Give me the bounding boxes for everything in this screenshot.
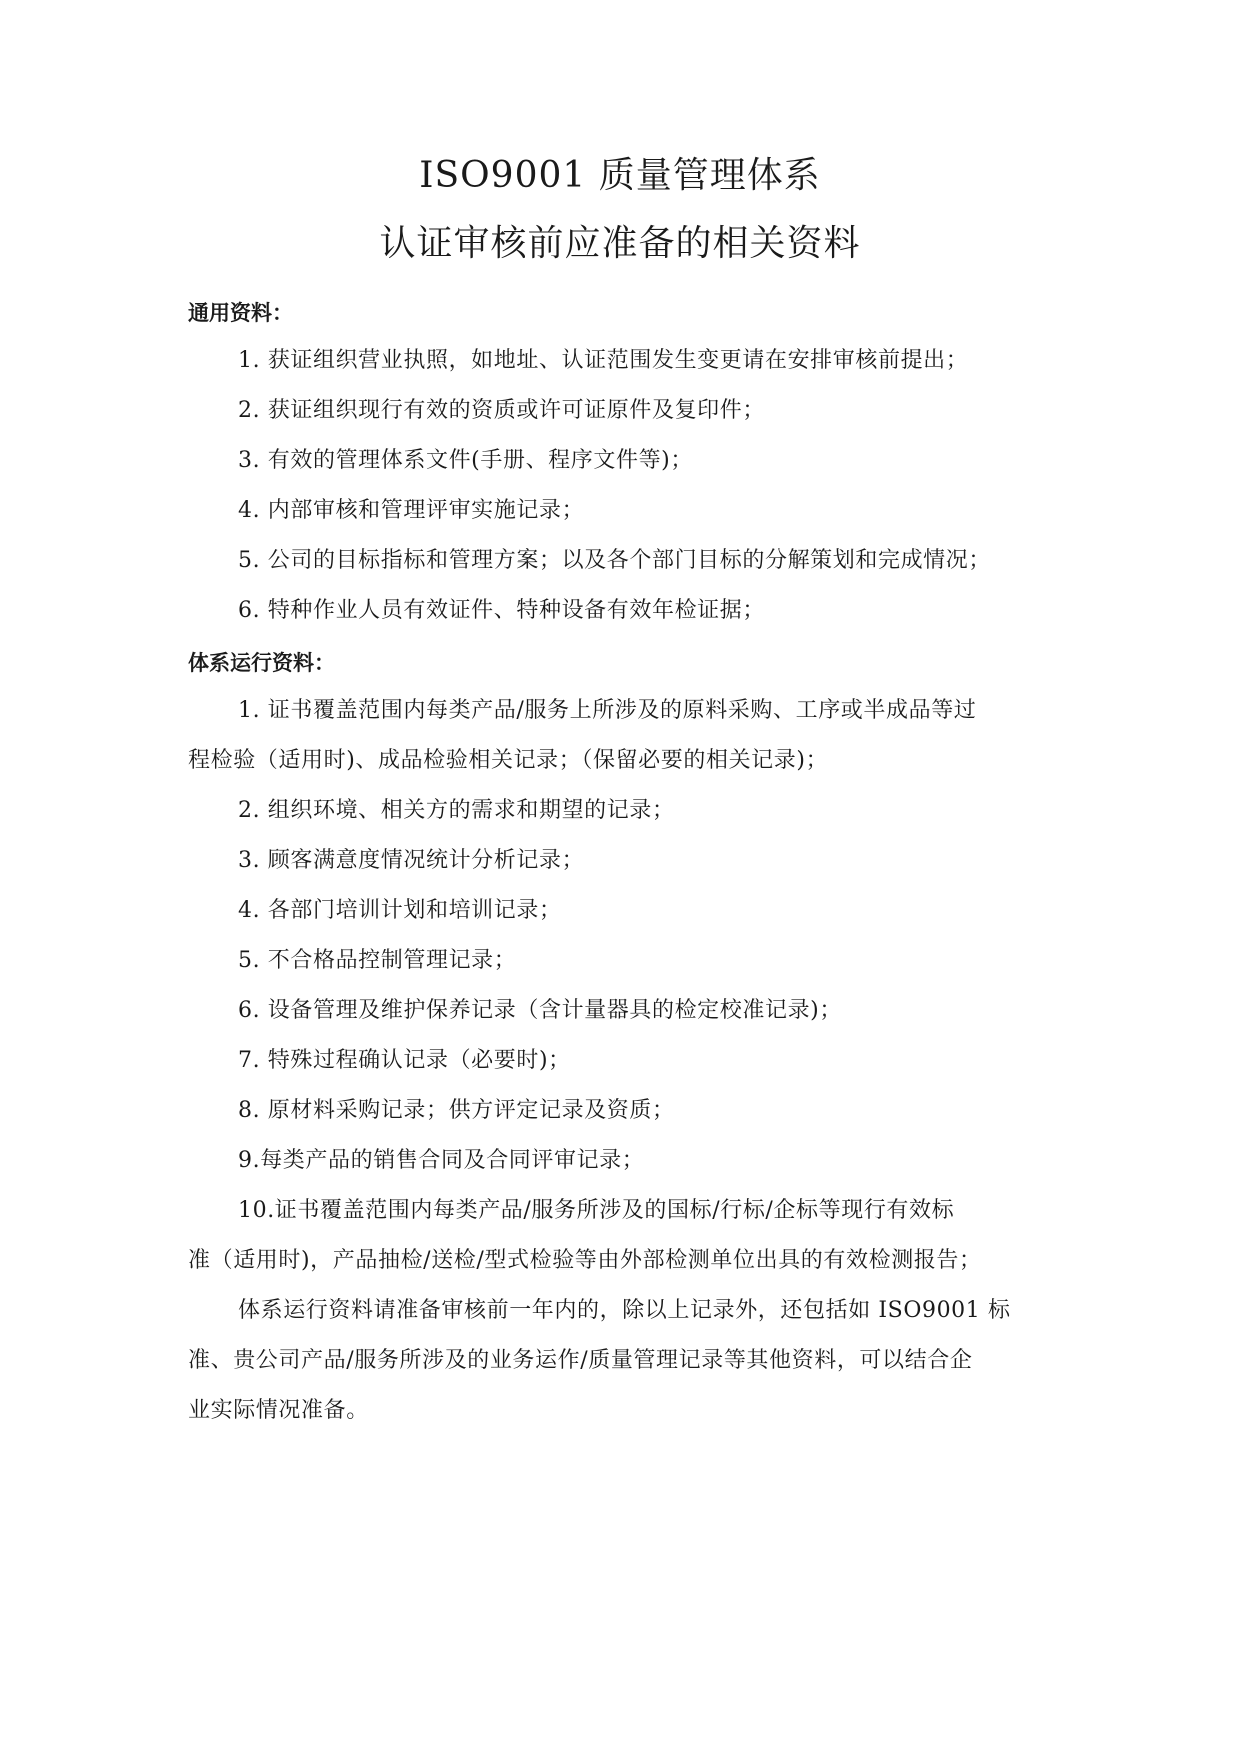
operation-item-9: 9.每类产品的销售合同及合同评审记录； (238, 1148, 645, 1173)
document-title-line2: 认证审核前应准备的相关资料 (379, 223, 861, 264)
operation-item-4: 4. 各部门培训计划和培训记录； (238, 898, 562, 923)
operation-item-1-line2: 程检验（适用时)、成品检验相关记录；（保留必要的相关记录)； (188, 748, 829, 773)
operation-item-10-line1: 10.证书覆盖范围内每类产品/服务所涉及的国标/行标/企标等现行有效标 (238, 1198, 955, 1223)
closing-paragraph-line1: 体系运行资料请准备审核前一年内的，除以上记录外，还包括如 ISO9001 标 (238, 1298, 1011, 1323)
operation-item-5: 5. 不合格品控制管理记录； (238, 948, 517, 973)
general-item-2: 2. 获证组织现行有效的资质或许可证原件及复印件； (238, 398, 765, 423)
operation-item-8: 8. 原材料采购记录；供方评定记录及资质； (238, 1098, 675, 1123)
closing-paragraph-line2: 准、贵公司产品/服务所涉及的业务运作/质量管理记录等其他资料，可以结合企 (188, 1348, 973, 1373)
general-item-5: 5. 公司的目标指标和管理方案；以及各个部门目标的分解策划和完成情况； (238, 548, 991, 573)
document-title-line1: ISO9001 质量管理体系 (419, 155, 821, 196)
operation-item-2: 2. 组织环境、相关方的需求和期望的记录； (238, 798, 675, 823)
general-section-heading: 通用资料： (188, 301, 293, 325)
operation-item-3: 3. 顾客满意度情况统计分析记录； (238, 848, 585, 873)
operation-item-1-line1: 1. 证书覆盖范围内每类产品/服务上所涉及的原料采购、工序或半成品等过 (238, 698, 977, 723)
general-item-3: 3. 有效的管理体系文件(手册、程序文件等)； (238, 448, 693, 473)
general-item-6: 6. 特种作业人员有效证件、特种设备有效年检证据； (238, 598, 765, 623)
operation-item-6: 6. 设备管理及维护保养记录（含计量器具的检定校准记录)； (238, 998, 842, 1023)
operation-section-heading: 体系运行资料： (188, 651, 335, 675)
operation-item-10-line2: 准（适用时)，产品抽检/送检/型式检验等由外部检测单位出具的有效检测报告； (188, 1248, 982, 1273)
closing-paragraph-line3: 业实际情况准备。 (188, 1398, 369, 1423)
general-item-1: 1. 获证组织营业执照，如地址、认证范围发生变更请在安排审核前提出； (238, 348, 969, 373)
general-item-4: 4. 内部审核和管理评审实施记录； (238, 498, 585, 523)
operation-item-7: 7. 特殊过程确认记录（必要时)； (238, 1048, 571, 1073)
